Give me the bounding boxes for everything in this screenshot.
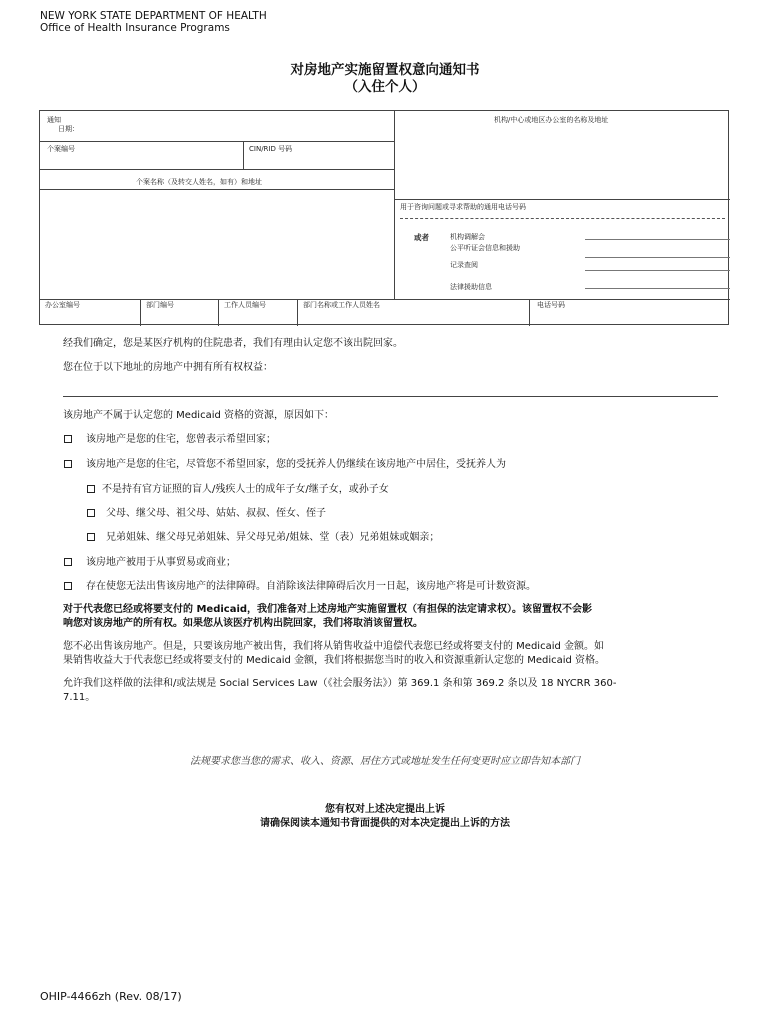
bottom-divider-2 <box>218 299 219 326</box>
fair-hearing-line <box>585 257 730 258</box>
form-id: OHIP-4466zh (Rev. 08/17) <box>40 990 182 1003</box>
sub-option-child-checkbox[interactable] <box>87 485 95 493</box>
agency-header <box>40 10 267 34</box>
office-name: Office of Health Insurance Programs <box>40 22 230 34</box>
agency-conference-line <box>585 239 730 240</box>
change-notification-notice: 法规要求您当您的需求、收入、资源、居住方式或地址发生任何变更时应立即告知本部门 <box>190 756 580 767</box>
law-statement-line-2: 7.11。 <box>63 692 96 703</box>
row-divider-3 <box>40 189 395 190</box>
option-legal-impediment-checkbox[interactable] <box>64 582 72 590</box>
option-business-label: 该房地产被用于从事贸易或商业； <box>86 557 236 568</box>
option-dependent-resides-checkbox[interactable] <box>64 460 72 468</box>
general-phone-label: 用于咨询问题或寻求帮助的通用电话号码 <box>400 203 526 211</box>
sale-statement-line-1: 您不必出售该房地产。但是，只要该房地产被出售，我们将从销售收益中追偿代表您已经或将要支付的 Medicaid 金额。如 <box>63 641 605 652</box>
option-business-checkbox[interactable] <box>64 558 72 566</box>
sub-option-parent-checkbox[interactable] <box>87 509 95 517</box>
worker-number-label: 工作人员编号 <box>224 301 266 309</box>
law-statement <box>63 677 743 705</box>
legal-aid-line <box>585 288 730 289</box>
case-number-label: 个案编号 <box>47 145 75 153</box>
unit-worker-name-label: 部门名称或工作人员姓名 <box>303 301 380 309</box>
right-row-divider <box>394 199 730 200</box>
bottom-row-divider <box>40 299 730 300</box>
unit-number-label: 部门编号 <box>146 301 174 309</box>
record-access-line <box>585 270 730 271</box>
option-legal-impediment-label: 存在使您无法出售该房地产的法律障碍。自消除该法律障碍后次月一日起，该房地产将是可计数资源。 <box>86 581 536 592</box>
sub-option-parent-label: 父母、继父母、祖父母、姑姑、叔叔、侄女、侄子 <box>106 508 326 519</box>
appeal-instructions: 请确保阅读本通知书背面提供的对本决定提出上诉的方法 <box>260 818 510 829</box>
law-statement-line-1: 允许我们这样做的法律和/或法规是 Social Services Law（《社会服务法》）第 369.1 条和第 369.2 条以及 18 NYCRR 360- <box>63 678 617 689</box>
row-divider-2 <box>40 169 395 170</box>
sale-statement-line-2: 果销售收益大于代表您已经或将要支付的 Medicaid 金额，我们将根据您当时的收入和资源重新认定您的 Medicaid 资格。 <box>63 655 606 666</box>
option-residence-return-checkbox[interactable] <box>64 435 72 443</box>
general-phone-line <box>400 218 725 219</box>
record-access-label: 记录查阅 <box>450 261 478 269</box>
lien-statement <box>63 603 743 631</box>
bottom-divider-1 <box>140 299 141 326</box>
row-divider-1 <box>40 141 395 142</box>
sale-statement <box>63 640 743 668</box>
legal-aid-label: 法律援助信息 <box>450 283 492 291</box>
ownership-text: 您在位于以下地址的房地产中拥有所有权权益： <box>63 362 273 373</box>
lien-statement-line-1: 对于代表您已经或将要支付的 Medicaid，我们准备对上述房地产实施留置权（有担保的法定请求权）。该留置权不会影 <box>63 604 593 615</box>
bottom-divider-3 <box>297 299 298 326</box>
sub-option-child-label: 不是持有官方证照的盲人/残疾人士的成年子女/继子女，或孙子女 <box>102 484 389 495</box>
phone-number-label: 电话号码 <box>537 301 565 309</box>
sub-option-sibling-checkbox[interactable] <box>87 533 95 541</box>
intro-text: 经我们确定，您是某医疗机构的住院患者，我们有理由认定您不该出院回家。 <box>63 338 403 349</box>
agency-name: NEW YORK STATE DEPARTMENT OF HEALTH <box>40 10 267 22</box>
cin-divider <box>243 141 244 169</box>
option-residence-return-label: 该房地产是您的住宅，您曾表示希望回家； <box>86 434 276 445</box>
bottom-divider-4 <box>529 299 530 326</box>
agency-conference-label: 机构调解会 <box>450 233 485 241</box>
notice-label: 通知 <box>47 116 61 124</box>
option-dependent-resides-label: 该房地产是您的住宅，尽管您不希望回家，您的受抚养人仍继续在该房地产中居住，受抚养人为 <box>86 459 506 470</box>
or-label: 或者 <box>414 233 429 242</box>
case-name-label: 个案名称（及转交人姓名，如有）和地址 <box>136 178 262 186</box>
agency-address-label: 机构/中心或地区办公室的名称及地址 <box>494 116 609 124</box>
reason-intro-text: 该房地产不属于认定您的 Medicaid 资格的资源，原因如下： <box>63 410 335 421</box>
property-address-line <box>63 396 718 397</box>
date-label: 日期： <box>58 125 79 133</box>
lien-statement-line-2: 响您对该房地产的所有权。如果您从该医疗机构出院回家，我们将取消该留置权。 <box>63 618 423 629</box>
cin-label: CIN/RID 号码 <box>249 145 293 153</box>
office-number-label: 办公室编号 <box>45 301 80 309</box>
column-divider <box>394 111 395 299</box>
fair-hearing-label: 公平听证会信息和援助 <box>450 244 520 252</box>
document-subtitle: （入住个人） <box>344 79 426 95</box>
document-title: 对房地产实施留置权意向通知书 <box>290 62 480 78</box>
appeal-rights-heading: 您有权对上述决定提出上诉 <box>325 804 445 815</box>
sub-option-sibling-label: 兄弟姐妹、继父母兄弟姐妹、异父母兄弟/姐妹、堂（表）兄弟姐妹或姻亲； <box>106 532 440 543</box>
notice-form-grid <box>39 110 729 325</box>
